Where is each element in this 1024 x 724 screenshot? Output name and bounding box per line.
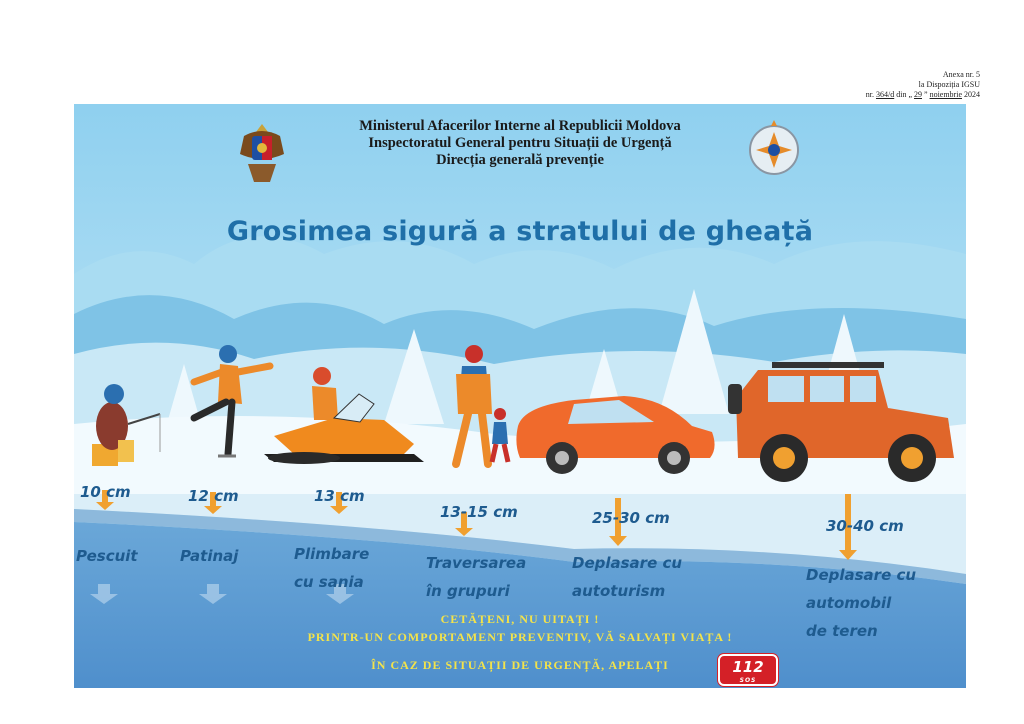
thickness-12cm: 12 cm <box>188 487 239 505</box>
activity-sledding: Plimbare cu sania <box>294 545 370 591</box>
annex-note <box>866 70 980 100</box>
thickness-10cm: 10 cm <box>80 483 131 501</box>
poster-title: Grosimea sigură a stratului de gheață <box>226 216 814 247</box>
activity-skating: Patinaj <box>180 547 239 565</box>
emergency-sub: SOS <box>739 677 757 684</box>
poster-header <box>74 118 966 169</box>
notice-line1: CETĂȚENI, NU UITAȚI ! <box>440 612 600 626</box>
emergency-112-icon <box>718 654 778 686</box>
thickness-13-15cm: 13-15 cm <box>440 503 518 521</box>
annex-line1: Anexa nr. 5 <box>942 70 980 79</box>
ice-safety-poster <box>74 104 966 688</box>
activity-fishing: Pescuit <box>76 547 138 565</box>
thickness-13cm: 13 cm <box>314 487 365 505</box>
annex-line2: la Dispoziția IGSU <box>918 80 980 89</box>
notice-line3: ÎN CAZ DE SITUAȚII DE URGENȚĂ, APELAȚI <box>371 658 669 672</box>
header-line1: Ministerul Afacerilor Interne al Republicii Moldova <box>359 118 681 134</box>
activity-car: Deplasare cu autoturism <box>572 554 683 600</box>
thickness-30-40cm: 30-40 cm <box>826 517 904 535</box>
annex-line3: nr. 364/d din „ 29 ” noiembrie 2024 <box>865 90 980 99</box>
notice-line2: PRINTR-UN COMPORTAMENT PREVENTIV, VĂ SALVAȚI VIAȚA ! <box>307 630 733 644</box>
header-line3: Direcția generală prevenție <box>436 152 604 168</box>
activity-group-crossing: Traversarea în grupuri <box>426 554 527 600</box>
header-line2: Inspectoratul General pentru Situații de Urgență <box>368 135 672 151</box>
emergency-number: 112 <box>732 658 764 676</box>
thickness-25-30cm: 25-30 cm <box>592 509 670 527</box>
activity-offroad: Deplasare cu automobil de teren <box>806 566 917 640</box>
